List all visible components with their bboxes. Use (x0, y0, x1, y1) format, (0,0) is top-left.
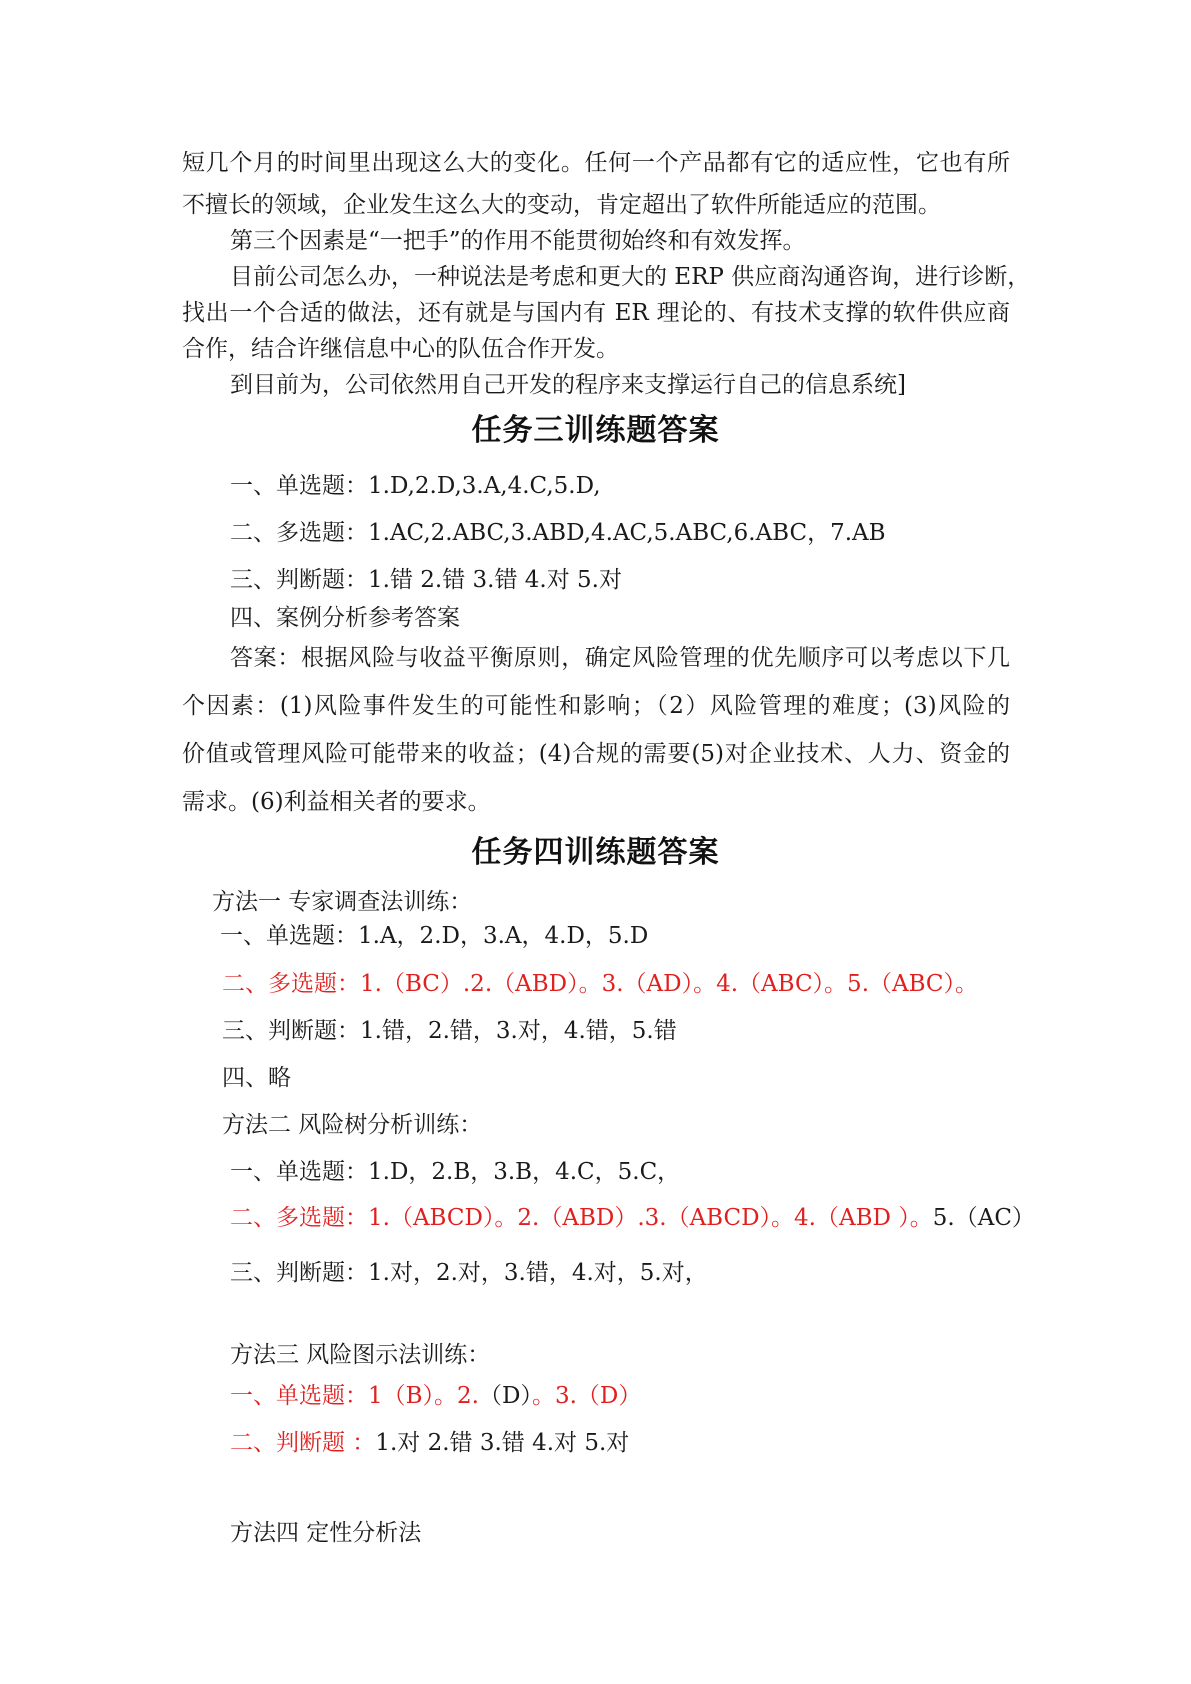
method1-true-false: 三、判断题：1.错，2.错，3.对，4.错，5.错 (222, 1018, 677, 1044)
task3-multi-choice: 二、多选题：1.AC,2.ABC,3.ABD,4.AC,5.ABC,6.ABC，7.AB (230, 520, 886, 546)
method2-title: 方法二 风险树分析训练： (222, 1112, 483, 1138)
method2-true-false: 三、判断题：1.对，2.对，3.错，4.对，5.对， (230, 1260, 708, 1286)
intro-line-1: 短几个月的时间里出现这么大的变化。任何一个产品都有它的适应性，它也有所 (182, 150, 1010, 176)
method3-true-false (230, 1428, 629, 1458)
task3-answer-line-4: 需求。(6)利益相关者的要求。 (182, 789, 491, 815)
method3-true-false-answers: 1.对 2.错 3.错 4.对 5.对 (375, 1430, 630, 1456)
intro-line-6: 合作，结合许继信息中心的队伍合作开发。 (182, 336, 619, 362)
intro-line-3: 第三个因素是“一把手”的作用不能贯彻始终和有效发挥。 (230, 228, 806, 254)
method1-multi-choice: 二、多选题：1.（BC）.2.（ABD）。3.（AD）。4.（ABC）。5.（ABC）。 (222, 971, 979, 997)
method3-title: 方法三 风险图示法训练： (230, 1342, 491, 1368)
method3-single-choice-b: （D） (478, 1383, 532, 1409)
task3-answer-line-2: 个因素：(1)风险事件发生的可能性和影响；（2）风险管理的难度；(3)风险的 (182, 693, 1010, 719)
method3-single-choice (230, 1381, 641, 1411)
method2-multi-choice (230, 1203, 1035, 1233)
task3-case-analysis: 四、案例分析参考答案 (230, 605, 460, 631)
method1-single-choice: 一、单选题：1.A，2.D，3.A，4.D，5.D (220, 923, 649, 949)
task3-answer-line-1: 答案：根据风险与收益平衡原则，确定风险管理的优先顺序可以考虑以下几 (230, 645, 1010, 671)
task3-single-choice: 一、单选题：1.D,2.D,3.A,4.C,5.D, (230, 473, 601, 499)
intro-line-4: 目前公司怎么办，一种说法是考虑和更大的 ERP 供应商沟通咨询，进行诊断， (230, 264, 1031, 290)
method3-single-choice-a: 一、单选题：1（B）。2. (230, 1383, 479, 1409)
method3-single-choice-c: 。3.（D） (531, 1383, 642, 1409)
method4-title: 方法四 定性分析法 (230, 1520, 422, 1546)
method1-case: 四、略 (222, 1065, 291, 1091)
intro-line-2: 不擅长的领域，企业发生这么大的变动，肯定超出了软件所能适应的范围。 (182, 192, 941, 218)
intro-line-7: 到目前为，公司依然用自己开发的程序来支撑运行自己的信息系统] (230, 372, 906, 398)
method1-title: 方法一 专家调查法训练： (212, 889, 473, 915)
task3-answer-line-3: 价值或管理风险可能带来的收益；(4)合规的需要(5)对企业技术、人力、资金的 (182, 741, 1010, 767)
method2-multi-choice-tail: 5.（AC） (932, 1205, 1035, 1231)
method2-multi-choice-answers: 二、多选题：1.（ABCD）。2.（ABD）.3.（ABCD）。4.（ABD ）。 (230, 1205, 933, 1231)
task3-heading: 任务三训练题答案 (471, 413, 720, 448)
task4-heading: 任务四训练题答案 (471, 835, 720, 870)
task3-true-false: 三、判断题：1.错 2.错 3.错 4.对 5.对 (230, 567, 622, 593)
intro-line-5: 找出一个合适的做法，还有就是与国内有 ER 理论的、有技术支撑的软件供应商 (182, 300, 1010, 326)
method3-true-false-label: 二、判断题 ： (230, 1430, 376, 1456)
method2-single-choice: 一、单选题：1.D，2.B，3.B，4.C，5.C， (230, 1159, 681, 1185)
